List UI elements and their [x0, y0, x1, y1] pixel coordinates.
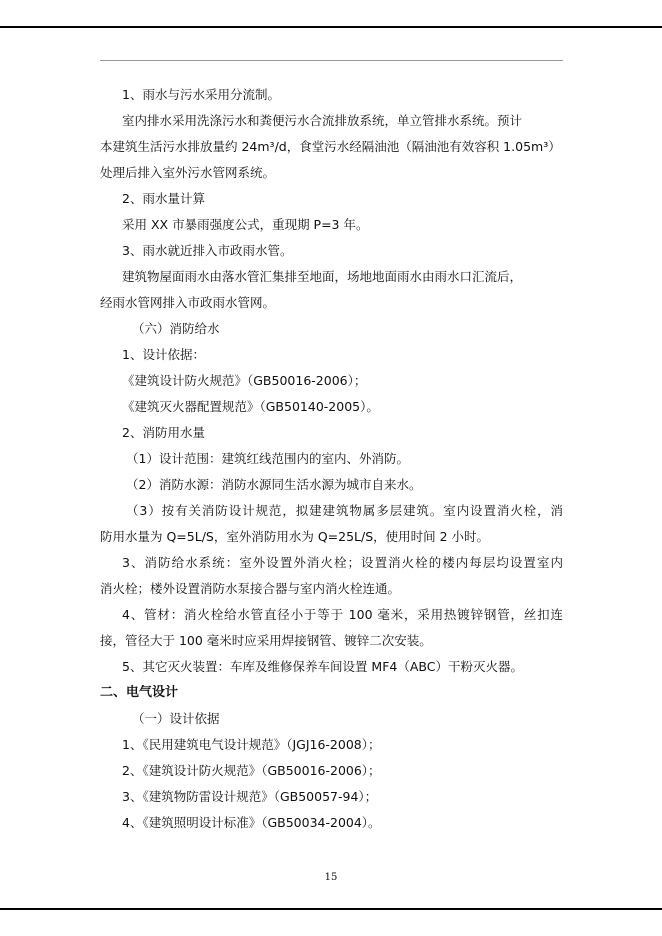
- paragraph-line: （2）消防水源：消防水源同生活水源为城市自来水。: [126, 477, 422, 492]
- subsection-heading: （一）设计依据: [132, 711, 220, 726]
- paragraph-line: 经雨水管网排入市政雨水管网。: [100, 295, 276, 310]
- paragraph-line: 接，管径大于 100 毫米时应采用焊接钢管、镀锌二次安装。: [100, 633, 432, 648]
- paragraph-line: 5、其它灭火装置：车库及维修保养车间设置 MF4（ABC）干粉灭火器。: [122, 659, 523, 674]
- page-number: 15: [324, 872, 338, 883]
- paragraph-line: 建筑物屋面雨水由落水管汇集排至地面，场地地面雨水由雨水口汇流后，: [122, 269, 523, 284]
- paragraph-line: 2、《建筑设计防火规范》（GB50016-2006）；: [122, 763, 381, 778]
- paragraph-line: 《建筑设计防火规范》（GB50016-2006）；: [122, 373, 367, 388]
- paragraph-line: （3）按有关消防设计规范，拟建建筑物属多层建筑。室内设置消火栓，消: [126, 503, 563, 518]
- header-rule: [100, 60, 563, 61]
- paragraph-line: 2、消防用水量: [122, 425, 205, 440]
- paragraph-line: 3、雨水就近排入市政雨水管。: [122, 243, 293, 258]
- paragraph-line: 4、《建筑照明设计标准》（GB50034-2004）。: [122, 815, 381, 830]
- paragraph-line: 2、雨水量计算: [122, 191, 205, 206]
- paragraph-line: 本建筑生活污水排放量约 24m³/d，食堂污水经隔油池（隔油池有效容积 1.05m³）: [100, 139, 561, 154]
- paragraph-line: 处理后排入室外污水管网系统。: [100, 165, 276, 180]
- paragraph-line: 4、管材：消火栓给水管直径小于等于 100 毫米，采用热镀锌钢管，丝扣连: [122, 607, 563, 622]
- paragraph-line: 1、雨水与污水采用分流制。: [122, 87, 280, 102]
- paragraph-line: 消火栓；楼外设置消防水泵接合器与室内消火栓连通。: [100, 581, 401, 596]
- paragraph-line: 3、《建筑物防雷设计规范》（GB50057-94）；: [122, 789, 378, 804]
- subsection-heading: （六）消防给水: [132, 321, 220, 336]
- paragraph-line: 3、消防给水系统：室外设置外消火栓；设置消火栓的楼内每层均设置室内: [122, 555, 563, 570]
- paragraph-line: 1、《民用建筑电气设计规范》（JGJ16-2008）；: [122, 737, 381, 752]
- paragraph-line: （1）设计范围：建筑红线范围内的室内、外消防。: [126, 451, 409, 466]
- paragraph-line: 采用 XX 市暴雨强度公式，重现期 P=3 年。: [122, 217, 369, 232]
- top-border-rule: [0, 26, 662, 28]
- bottom-border-rule: [0, 908, 662, 910]
- paragraph-line: 室内排水采用洗涤污水和粪便污水合流排放系统，单立管排水系统。预计: [122, 113, 523, 128]
- paragraph-line: 防用水量为 Q=5L/S，室外消防用水为 Q=25L/S，使用时间 2 小时。: [100, 529, 490, 544]
- section-heading: 二、电气设计: [100, 685, 179, 700]
- paragraph-line: 《建筑灭火器配置规范》（GB50140-2005）。: [122, 399, 379, 414]
- paragraph-line: 1、设计依据：: [122, 347, 205, 362]
